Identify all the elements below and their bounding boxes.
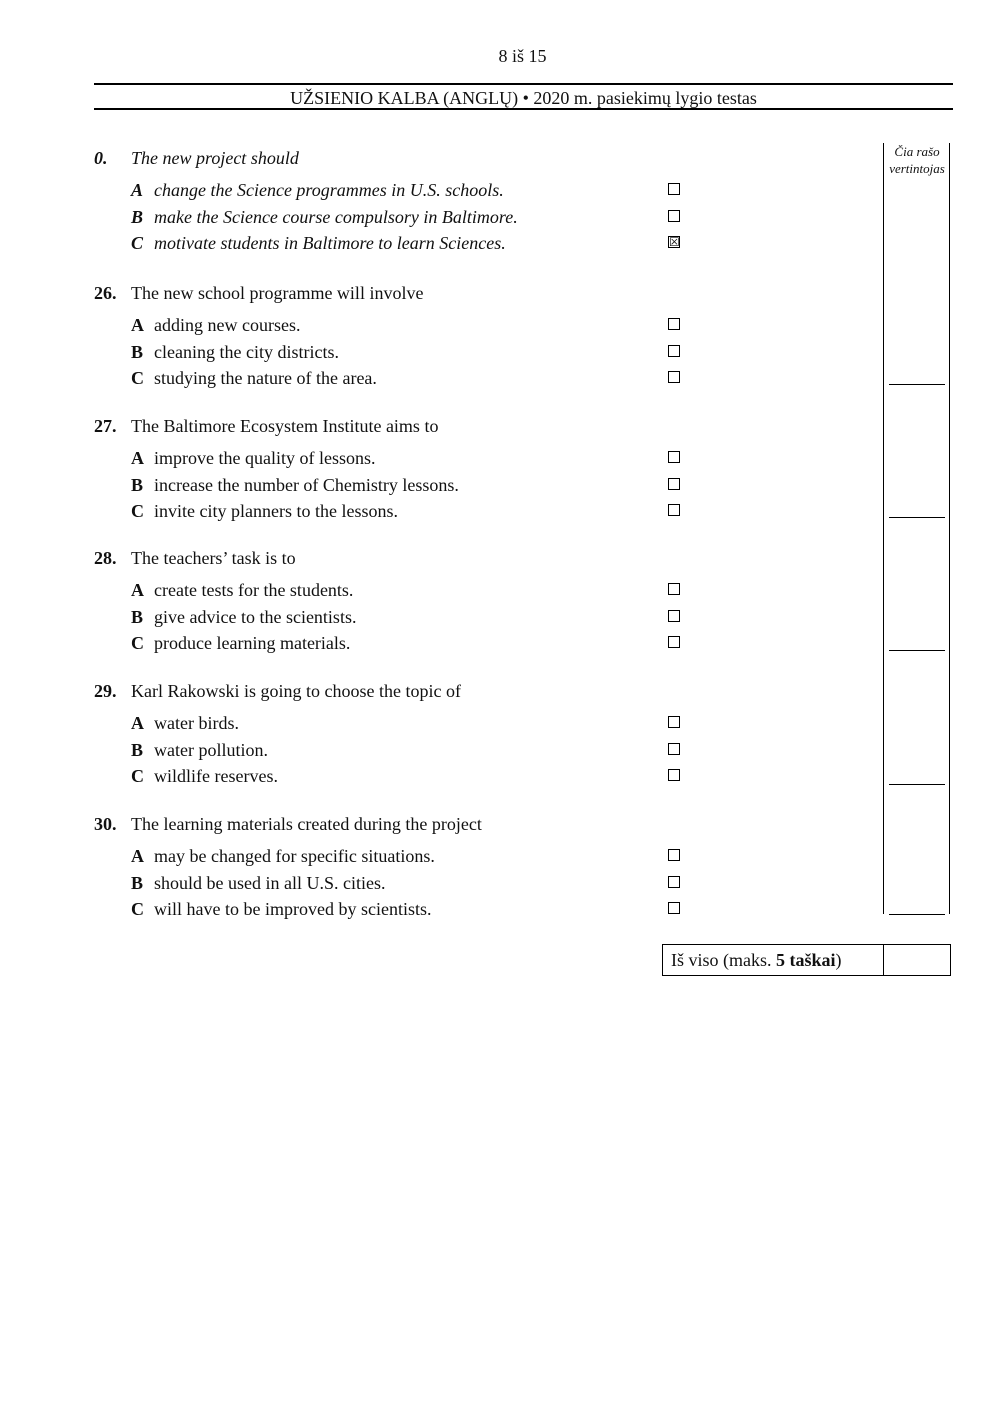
option-text: will have to be improved by scientists.	[154, 899, 432, 919]
question-number: 26.	[94, 283, 117, 303]
option-text: increase the number of Chemistry lessons.	[154, 474, 459, 495]
option-letter: B	[131, 206, 144, 227]
question-2	[94, 411, 874, 525]
option-text: wildlife reserves.	[154, 766, 278, 786]
answer-checkbox[interactable]	[668, 902, 680, 914]
question-5	[94, 809, 874, 923]
question-stem	[94, 278, 874, 308]
option-text: change the Science programmes in U.S. schools.	[154, 180, 504, 200]
question-1	[94, 278, 874, 392]
answer-checkbox[interactable]	[668, 183, 680, 195]
option-letter: C	[131, 766, 144, 786]
answer-option	[94, 843, 874, 870]
question-stem	[94, 543, 874, 573]
option-letter: A	[131, 315, 144, 335]
score-line-30[interactable]	[889, 914, 945, 915]
option-text: adding new courses.	[154, 315, 301, 335]
answer-checkbox[interactable]	[668, 345, 680, 357]
answer-checkbox[interactable]	[668, 849, 680, 861]
question-number: 28.	[94, 548, 117, 568]
score-line-26[interactable]	[889, 384, 945, 385]
total-label-suffix: )	[835, 950, 842, 970]
answer-checkbox[interactable]	[668, 716, 680, 728]
answer-checkbox[interactable]	[668, 210, 680, 222]
option-text: may be changed for specific situations.	[154, 846, 435, 866]
answer-checkbox[interactable]: ☒	[669, 235, 680, 249]
answer-checkbox[interactable]	[668, 478, 680, 490]
question-number: 27.	[94, 416, 117, 436]
answer-option	[94, 204, 874, 231]
option-text: water birds.	[154, 713, 239, 733]
option-text: should be used in all U.S. cities.	[154, 872, 386, 893]
answer-option	[94, 577, 874, 604]
option-text: produce learning materials.	[154, 633, 351, 653]
answer-checkbox[interactable]	[668, 451, 680, 463]
answer-checkbox[interactable]	[668, 876, 680, 888]
question-0	[94, 143, 874, 257]
grader-label-line2: vertintojas	[889, 161, 945, 176]
option-letter: B	[131, 872, 144, 893]
option-letter: A	[131, 580, 144, 600]
answer-checkbox[interactable]	[668, 504, 680, 516]
option-text: water pollution.	[154, 739, 268, 760]
option-text: motivate students in Baltimore to learn Sciences.	[154, 233, 506, 253]
option-letter: C	[131, 368, 144, 388]
question-number: 29.	[94, 681, 117, 701]
answer-option	[94, 763, 874, 790]
answer-option	[94, 604, 874, 631]
total-label-max: 5 taškai	[776, 950, 836, 970]
grader-column	[883, 143, 950, 914]
total-score-field[interactable]	[884, 945, 950, 975]
page-number: 8 iš 15	[498, 46, 547, 66]
answer-option	[94, 498, 874, 525]
option-letter: A	[131, 180, 144, 200]
question-text: The learning materials created during the project	[131, 814, 482, 834]
option-letter: B	[131, 739, 144, 760]
page-header: UŽSIENIO KALBA (ANGLŲ) • 2020 m. pasiekimų lygio testas	[94, 83, 953, 110]
option-text: create tests for the students.	[154, 580, 354, 600]
answer-option	[94, 230, 874, 257]
answer-option	[94, 339, 874, 366]
answer-checkbox[interactable]	[668, 610, 680, 622]
option-letter: A	[131, 846, 144, 866]
answer-option	[94, 177, 874, 204]
option-text: make the Science course compulsory in Baltimore.	[154, 206, 518, 227]
question-text: The new school programme will involve	[131, 283, 424, 303]
option-text: studying the nature of the area.	[154, 368, 377, 388]
question-text: The new project should	[131, 148, 299, 168]
answer-option	[94, 312, 874, 339]
answer-option	[94, 737, 874, 764]
option-letter: B	[131, 606, 144, 627]
option-letter: B	[131, 474, 144, 495]
answer-checkbox[interactable]	[668, 371, 680, 383]
answer-option	[94, 445, 874, 472]
option-letter: A	[131, 713, 144, 733]
question-stem	[94, 676, 874, 706]
option-letter: B	[131, 341, 144, 362]
answer-checkbox[interactable]	[668, 743, 680, 755]
question-stem	[94, 809, 874, 839]
total-score-box	[662, 944, 951, 976]
answer-option	[94, 870, 874, 897]
answer-option	[94, 710, 874, 737]
question-3	[94, 543, 874, 657]
answer-option	[94, 365, 874, 392]
answer-option	[94, 630, 874, 657]
option-text: give advice to the scientists.	[154, 606, 357, 627]
question-stem	[94, 411, 874, 441]
option-letter: C	[131, 633, 144, 653]
answer-checkbox[interactable]	[668, 636, 680, 648]
score-line-29[interactable]	[889, 784, 945, 785]
option-letter: C	[131, 233, 144, 253]
question-number: 30.	[94, 814, 117, 834]
option-text: invite city planners to the lessons.	[154, 501, 398, 521]
total-label-prefix: Iš viso (maks.	[671, 950, 776, 970]
answer-checkbox[interactable]	[668, 583, 680, 595]
grader-label	[884, 143, 950, 177]
question-text: The teachers’ task is to	[131, 548, 296, 568]
score-line-27[interactable]	[889, 517, 945, 518]
question-text: The Baltimore Ecosystem Institute aims to	[131, 416, 439, 436]
answer-option	[94, 896, 874, 923]
question-stem	[94, 143, 874, 173]
answer-checkbox[interactable]	[668, 769, 680, 781]
answer-checkbox[interactable]	[668, 318, 680, 330]
option-letter: C	[131, 501, 144, 521]
option-letter: A	[131, 448, 144, 468]
answer-option	[94, 472, 874, 499]
score-line-28[interactable]	[889, 650, 945, 651]
total-label	[663, 945, 884, 975]
option-letter: C	[131, 899, 144, 919]
question-4	[94, 676, 874, 790]
option-text: improve the quality of lessons.	[154, 448, 376, 468]
option-text: cleaning the city districts.	[154, 341, 339, 362]
question-number: 0.	[94, 148, 108, 168]
grader-label-line1: Čia rašo	[894, 144, 940, 159]
question-text: Karl Rakowski is going to choose the topic of	[131, 681, 461, 701]
